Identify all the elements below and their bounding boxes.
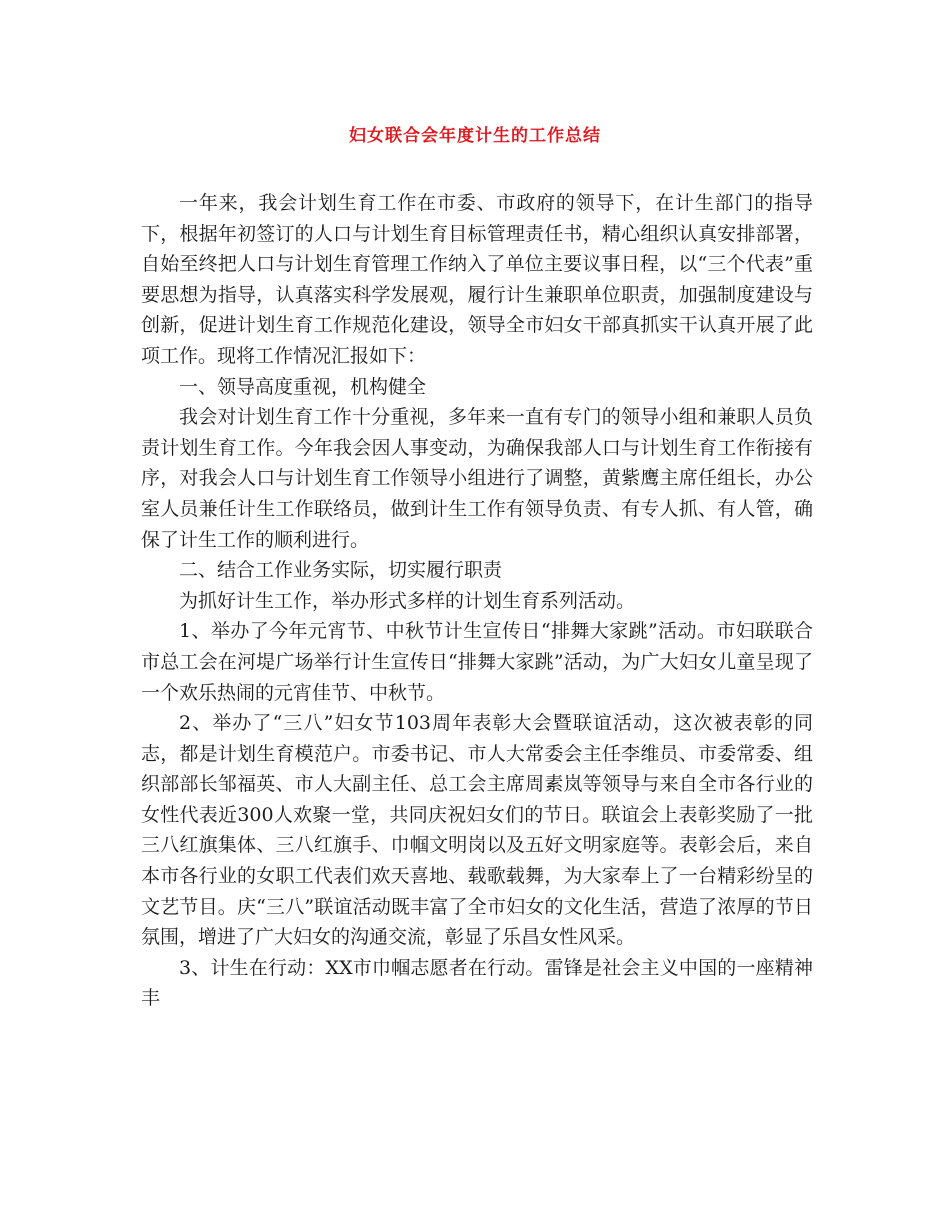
paragraph-intro: 一年来，我会计划生育工作在市委、市政府的领导下，在计生部门的指导下，根据年初签订的人口与计划生育目标管理责任书，精心组织认真安排部署，自始至终把人口与计划生育管理工作纳入了单位主要议事日程，以“三个代表”重要思想为指导，认真落实科学发展观，履行计生兼职单位职责，加强制度建设与创新，促进计划生育工作规范化建设，领导全市妇女干部真抓实干认真开展了此项工作。现将工作情况汇报如下：	[141, 192, 813, 367]
section-heading-2: 二、结合工作业务实际，切实履行职责	[179, 559, 503, 582]
document-title: 妇女联合会年度计生的工作总结	[349, 126, 601, 146]
paragraph-leadership: 我会对计划生育工作十分重视，多年来一直有专门的领导小组和兼职人员负责计划生育工作。今年我会因人事变动，为确保我部人口与计划生育工作衔接有序，对我会人口与计划生育工作领导小组进行了调整，黄紫鹰主席任组长，办公室人员兼任计生工作联络员，做到计生工作有领导负责、有专人抓、有人管，确保了计生工作的顺利进行。	[141, 406, 813, 551]
paragraph-item-2: 2、举办了“三八”妇女节103周年表彰大会暨联谊活动，这次被表彰的同志，都是计划生育模范户。市委书记、市人大常委会主任李维员、市委常委、组织部部长邹福英、市人大副主任、总工会主席周素岚等领导与来自全市各行业的女性代表近300人欢聚一堂，共同庆祝妇女们的节日。联谊会上表彰奖励了一批三八红旗集体、三八红旗手、巾帼文明岗以及五好文明家庭等。表彰会后，来自本市各行业的女职工代表们欢天喜地、载歌载舞，为大家奉上了一台精彩纷呈的文艺节目。庆“三八”联谊活动既丰富了全市妇女的文化生活，营造了浓厚的节日氛围，增进了广大妇女的沟通交流，彰显了乐昌女性风采。	[141, 712, 813, 949]
paragraph-item-3: 3、计生在行动：XX市巾帼志愿者在行动。雷锋是社会主义中国的一座精神丰	[141, 956, 813, 1010]
section-heading-1: 一、领导高度重视，机构健全	[179, 375, 427, 398]
paragraph-activities-intro: 为抓好计生工作，举办形式多样的计划生育系列活动。	[179, 589, 636, 612]
paragraph-item-1: 1、举办了今年元宵节、中秋节计生宣传日“排舞大家跳”活动。市妇联联合市总工会在河堤广场举行计生宣传日“排舞大家跳”活动，为广大妇女儿童呈现了一个欢乐热闹的元宵佳节、中秋节。	[141, 620, 813, 704]
document-body	[141, 188, 813, 1014]
